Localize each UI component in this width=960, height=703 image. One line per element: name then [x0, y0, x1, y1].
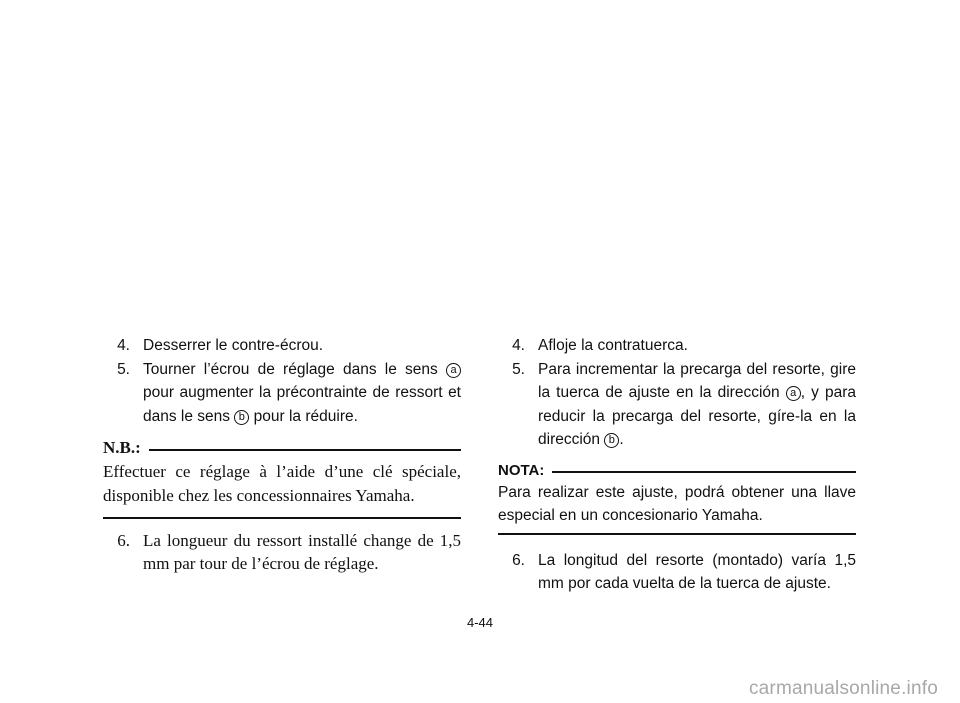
note-label: N.B.:	[103, 438, 141, 457]
es-step-6	[498, 549, 856, 596]
step-text: La longitud del resorte (montado) varía 1,5 mm por cada vuelta de la tuerca de ajuste.	[538, 551, 856, 592]
es-step-4	[498, 334, 856, 358]
es-note-text: Para realizar este ajuste, podrá obtener una llave especial en un concesionario Yamaha.	[498, 483, 856, 524]
fr-step-4	[103, 334, 461, 358]
direction-b-marker: b	[234, 410, 249, 425]
spanish-column	[498, 334, 856, 596]
note-header-rule	[552, 471, 856, 473]
es-step-5	[498, 358, 856, 452]
direction-a-marker: a	[446, 363, 461, 378]
direction-a-marker: a	[786, 386, 801, 401]
step-number: 4.	[512, 337, 525, 354]
step-text: Desserrer le contre-écrou.	[143, 337, 324, 354]
note-label: NOTA:	[498, 461, 545, 479]
step-number: 6.	[512, 551, 525, 569]
es-note-header	[498, 462, 856, 479]
fr-note-text: Effectuer ce réglage à l’aide d’une clé spéciale, disponible chez les concessionnaires Yamaha.	[103, 462, 461, 505]
fr-step-5	[103, 358, 461, 429]
step-number: 5.	[117, 360, 130, 378]
step-number: 6.	[117, 531, 130, 550]
french-column	[103, 334, 461, 575]
watermark: carmanualsonline.info	[748, 678, 938, 699]
step-text: Afloje la contratuerca.	[538, 337, 688, 354]
es-note-bottom-rule	[498, 533, 856, 535]
step-text: Para incrementar la precarga del resorte, gire la tuerca de ajuste en la dirección a , y para reducir la precarga del resorte, gíre-la en la dirección b .	[538, 360, 856, 448]
fr-note-header	[103, 438, 461, 458]
step-text: Tourner l’écrou de réglage dans le sens a pour augmenter la précontrainte de ressort et dans le sens b pour la réduire.	[143, 360, 461, 425]
fr-step-6	[103, 529, 461, 575]
step-text: La longueur du ressort installé change de 1,5 mm par tour de l’écrou de réglage.	[143, 531, 461, 573]
direction-b-marker: b	[604, 433, 619, 448]
page-number: 4-44	[466, 615, 494, 630]
step-number: 4.	[117, 337, 130, 354]
note-header-rule	[149, 449, 461, 451]
fr-note-bottom-rule	[103, 517, 461, 519]
step-number: 5.	[512, 360, 525, 378]
